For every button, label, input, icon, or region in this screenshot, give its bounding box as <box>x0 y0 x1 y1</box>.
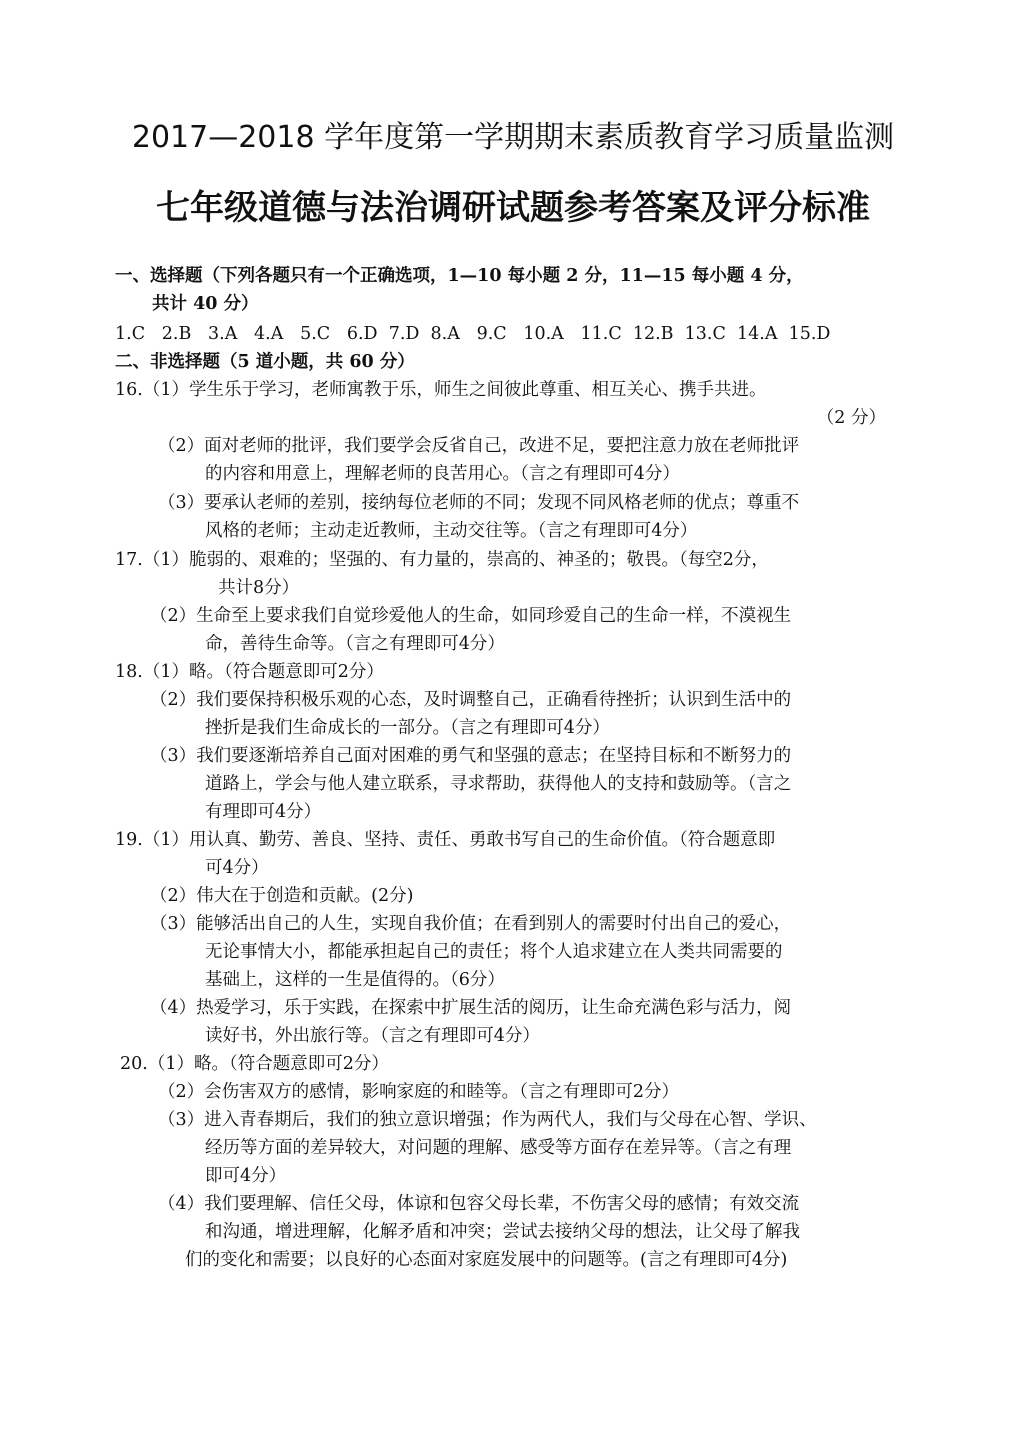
document-title: 2017—2018 学年度第一学期期末素质教育学习质量监测 <box>131 120 895 155</box>
q19-part4: （4）热爱学习，乐于实践，在探索中扩展生活的阅历，让生命充满色彩与活力，阅 <box>150 998 792 1018</box>
q16-part2: （2）面对老师的批评，我们要学会反省自己，改进不足，要把注意力放在老师批评 <box>158 436 800 456</box>
section1-heading-cont: 共计 40 分） <box>152 294 259 314</box>
q17-part2-cont: 命，善待生命等。（言之有理即可4分） <box>205 634 505 654</box>
q19-part1: 19.（1）用认真、勤劳、善良、坚持、责任、勇敢书写自己的生命价值。（符合题意即 <box>115 830 776 850</box>
q16-part1: 16.（1）学生乐于学习，老师寓教于乐，师生之间彼此尊重、相互关心、携手共进。 <box>115 380 767 400</box>
q20-part2: （2）会伤害双方的感情，影响家庭的和睦等。（言之有理即可2分） <box>158 1082 680 1102</box>
multiple-choice-answers: 1.C 2.B 3.A 4.A 5.C 6.D 7.D 8.A 9.C 10.A 11.C 12.B 13.C 14.A 15.D <box>115 324 831 344</box>
q17-part1-cont: 共计8分） <box>218 578 300 598</box>
q17-part1: 17.（1）脆弱的、艰难的；坚强的、有力量的，崇高的、神圣的；敬畏。（每空2分， <box>115 550 769 570</box>
document-subtitle: 七年级道德与法治调研试题参考答案及评分标准 <box>156 188 870 228</box>
section2-heading: 二、非选择题（5 道小题，共 60 分） <box>115 352 415 372</box>
q20-part4-cont2: 们的变化和需要；以良好的心态面对家庭发展中的问题等。(言之有理即可4分) <box>185 1250 788 1270</box>
q16-part3: （3）要承认老师的差别，接纳每位老师的不同；发现不同风格老师的优点；尊重不 <box>158 493 800 513</box>
q18-part3-cont2: 有理即可4分） <box>205 802 322 822</box>
q19-part3: （3）能够活出自己的人生，实现自我价值；在看到别人的需要时付出自己的爱心， <box>150 914 792 934</box>
q19-part2: （2）伟大在于创造和贡献。(2分) <box>150 886 414 906</box>
q20-part4-cont: 和沟通，增进理解，化解矛盾和冲突；尝试去接纳父母的想法，让父母了解我 <box>205 1222 800 1242</box>
q19-part4-cont: 读好书，外出旅行等。（言之有理即可4分） <box>205 1026 540 1046</box>
q16-part2-cont: 的内容和用意上，理解老师的良苦用心。（言之有理即可4分） <box>205 464 680 484</box>
q18-part2-cont: 挫折是我们生命成长的一部分。（言之有理即可4分） <box>205 718 610 738</box>
q16-part1-score: （2 分） <box>816 408 886 428</box>
q20-part3-cont: 经历等方面的差异较大，对问题的理解、感受等方面存在差异等。（言之有理 <box>205 1138 792 1158</box>
q18-part1: 18.（1）略。（符合题意即可2分） <box>115 662 384 682</box>
q19-part1-cont: 可4分） <box>205 858 269 878</box>
q19-part3-cont2: 基础上，这样的一生是值得的。（6分） <box>205 970 505 990</box>
q17-part2: （2）生命至上要求我们自觉珍爱他人的生命，如同珍爱自己的生命一样，不漠视生 <box>150 606 792 626</box>
q20-part3: （3）进入青春期后，我们的独立意识增强；作为两代人，我们与父母在心智、学识、 <box>158 1110 817 1130</box>
q20-part3-cont2: 即可4分） <box>205 1166 287 1186</box>
q18-part3: （3）我们要逐渐培养自己面对困难的勇气和坚强的意志；在坚持目标和不断努力的 <box>150 746 792 766</box>
q19-part3-cont: 无论事情大小，都能承担起自己的责任；将个人追求建立在人类共同需要的 <box>205 942 783 962</box>
q20-part4: （4）我们要理解、信任父母，体谅和包容父母长辈，不伤害父母的感情；有效交流 <box>158 1194 800 1214</box>
q18-part2: （2）我们要保持积极乐观的心态，及时调整自己，正确看待挫折；认识到生活中的 <box>150 690 792 710</box>
section1-heading: 一、选择题（下列各题只有一个正确选项，1—10 每小题 2 分，11—15 每小题 4 分， <box>115 266 804 286</box>
q20-part1: 20.（1）略。（符合题意即可2分） <box>120 1054 389 1074</box>
q16-part3-cont: 风格的老师；主动走近教师，主动交往等。（言之有理即可4分） <box>205 521 698 541</box>
q18-part3-cont: 道路上，学会与他人建立联系，寻求帮助，获得他人的支持和鼓励等。（言之 <box>205 774 792 794</box>
